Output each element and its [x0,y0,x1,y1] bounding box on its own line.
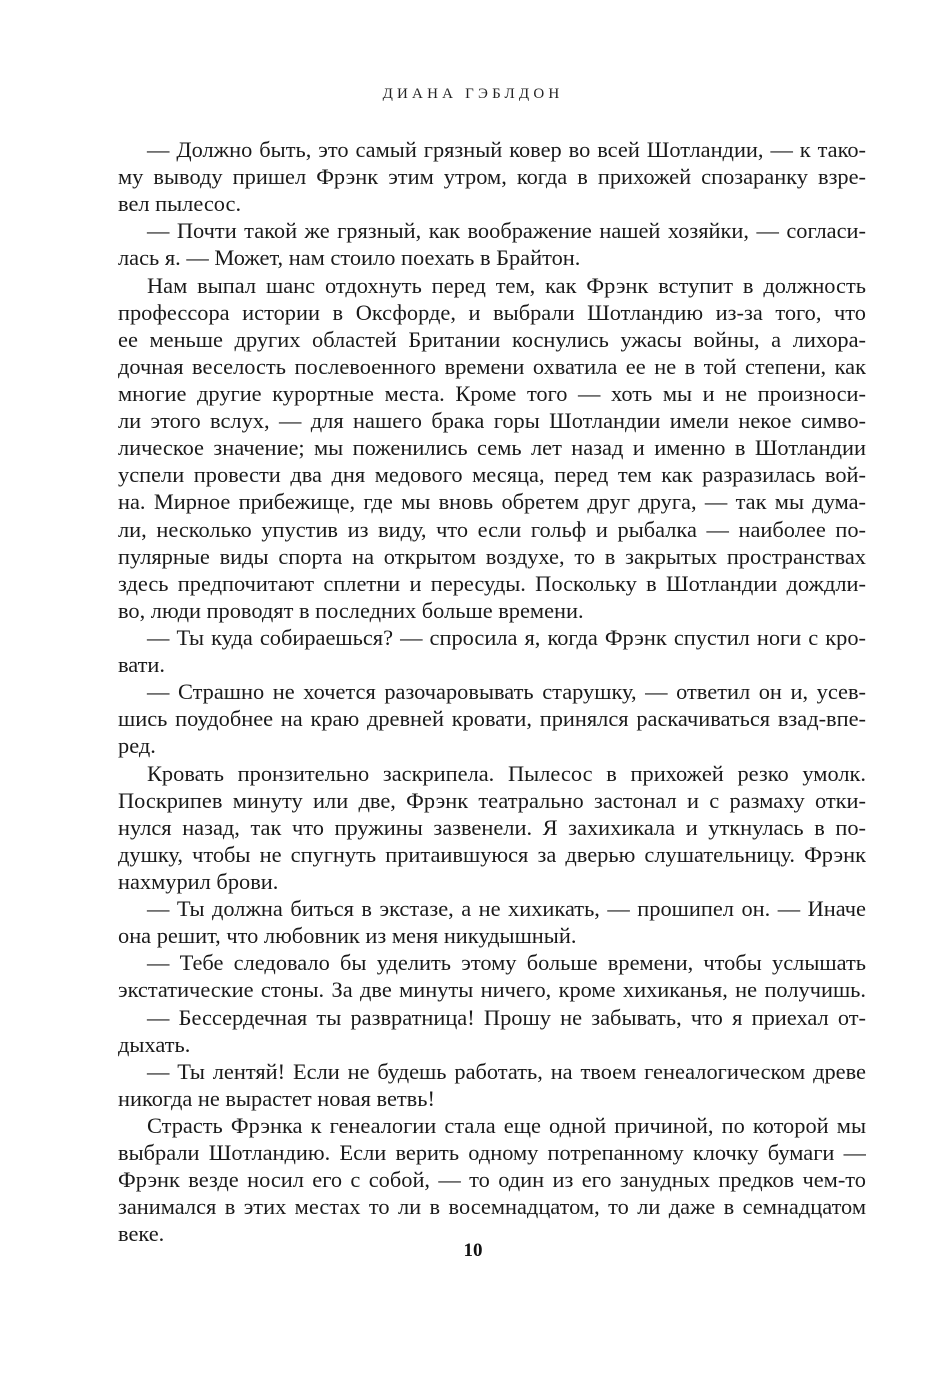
text-line: она решит, что любовник из меня никудышный. [118,923,577,949]
text-line: вел пылесос. [118,191,242,217]
text-line: — Страшно не хочется разочаровывать старушку, — ответил он и, усев- [147,679,866,705]
text-line: — Почти такой же грязный, как воображение нашей хозяйки, — согласи- [147,218,866,244]
text-line: Поскрипев минуту или две, Фрэнк театрально застонал и с размаху отки- [118,787,866,813]
text-line: — Бессердечная ты развратница! Прошу не забывать, что я приехал от- [147,1004,866,1030]
text-line: вати. [118,652,166,678]
text-line: успели провести два дня медового месяца, перед тем как разразилась вой- [118,462,866,488]
text-line: Кровать пронзительно заскрипела. Пылесос в прихожей резко умолк. [147,760,866,786]
text-line: пулярные виды спорта на открытом воздухе, то в закрытых пространствах [118,543,866,569]
body-text [118,136,866,1247]
text-line: выбрали Шотландию. Если верить одному потрепанному клочку бумаги — [118,1140,866,1166]
text-line: ред. [118,733,156,759]
text-line: — Ты куда собираешься? — спросила я, когда Фрэнк спустил ноги с кро- [147,624,866,650]
text-line: — Ты должна биться в экстазе, а не хихикать, — прошипел он. — Иначе [147,896,866,922]
text-line: душку, чтобы не спугнуть притаившуюся за дверью слушательницу. Фрэнк [118,841,866,867]
text-line: шись поудобнее на краю древней кровати, принялся раскачиваться взад-впе- [118,706,866,732]
text-line: экстатические стоны. За две минуты ничего, кроме хихиканья, не получишь. [118,977,866,1003]
text-line: нахмурил брови. [118,868,279,894]
text-line: никогда не вырастет новая ветвь! [118,1085,435,1111]
text-line: занимался в этих местах то ли в восемнадцатом, то ли даже в семнадцатом [118,1194,866,1220]
text-line: на. Мирное прибежище, где мы вновь обретем друг друга, — так мы дума- [118,489,866,515]
text-line: — Ты лентяй! Если не будешь работать, на твоем генеалогическом древе [147,1058,866,1084]
text-line: му выводу пришел Фрэнк этим утром, когда в прихожей спозаранку взре- [118,164,866,190]
text-line: дочная веселость послевоенного времени охватила ее не в той степени, как [118,353,866,379]
text-line: во, люди проводят в последних больше времени. [118,597,584,623]
page-number: 10 [463,1240,483,1261]
text-line: — Тебе следовало бы уделить этому больше времени, чтобы услышать [147,950,866,976]
text-line: ее меньше других областей Британии коснулись ужасы войны, а лихора- [118,326,866,352]
text-line: профессора истории в Оксфорде, и выбрали Шотландию из-за того, что [118,299,866,325]
text-line: Страсть Фрэнка к генеалогии стала еще одной причиной, по которой мы [147,1112,866,1138]
text-line: — Должно быть, это самый грязный ковер во всей Шотландии, — к тако- [147,137,866,162]
text-line: лась я. — Может, нам стоило поехать в Брайтон. [118,245,581,271]
text-line: Фрэнк везде носил его с собой, — то один из его занудных предков чем-то [118,1167,866,1193]
text-line: дыхать. [118,1031,191,1057]
text-line: ли этого вслух, — для нашего брака горы Шотландии имели некое симво- [118,408,866,434]
running-head: ДИАНА ГЭБЛДОН [382,86,564,102]
text-line: лическое значение; мы поженились семь лет назад и именно в Шотландии [118,435,866,461]
text-line: нулся назад, так что пружины зазвенели. Я захихикала и уткнулась в по- [118,814,866,840]
text-line: Нам выпал шанс отдохнуть перед тем, как Фрэнк вступит в должность [147,272,866,298]
text-line: многие другие курортные места. Кроме того — хоть мы и не произноси- [118,380,866,406]
text-line: веке. [118,1221,165,1247]
text-line: здесь предпочитают сплетни и пересуды. Поскольку в Шотландии дождли- [118,570,866,596]
text-line: ли, несколько упустив из виду, что если гольф и рыбалка — наиболее по- [118,516,866,542]
